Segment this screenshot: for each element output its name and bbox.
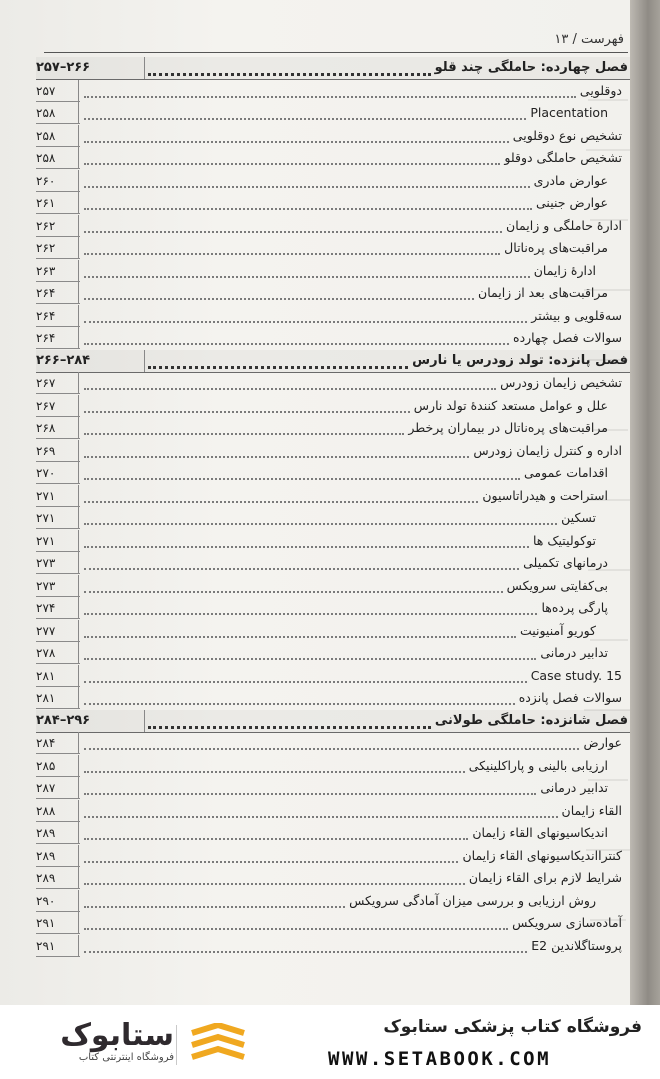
toc-entry-title: توکولیتیک ها — [532, 532, 596, 548]
toc-entry-row — [36, 912, 630, 934]
toc-leader-dots — [84, 478, 520, 480]
toc-page-number: ۲۸۷ — [36, 781, 56, 795]
page-column-divider — [78, 687, 79, 709]
toc-leader-dots — [84, 703, 515, 705]
toc-entry-row — [36, 215, 630, 237]
toc-entry-row — [36, 800, 630, 822]
toc-page-number: ۲۷۷ — [36, 623, 56, 638]
toc-entry-title: Placentation — [530, 105, 608, 120]
toc-page-number: ۲۵۸ — [36, 128, 56, 143]
page-column-divider — [78, 147, 79, 169]
toc-leader-dots — [84, 118, 526, 120]
toc-page-number: ۲۷۰ — [36, 466, 56, 480]
page-column-divider — [78, 867, 79, 889]
toc-page-number: ۲۶۸ — [36, 421, 56, 435]
toc-entry-title: Case study. 15 — [530, 667, 622, 683]
page-column-divider — [78, 485, 79, 507]
toc-page-number: ۲۶۷ — [36, 398, 56, 413]
toc-leader-dots — [84, 793, 536, 795]
toc-entry-title: علل و عوامل مستعد کنندهٔ تولد نارس — [413, 397, 608, 413]
toc-entry-row — [36, 125, 630, 147]
toc-entry-row — [36, 147, 630, 169]
toc-entry-title: سوالات فصل چهارده — [513, 330, 622, 345]
toc-leader-dots — [84, 456, 469, 458]
page-column-divider — [78, 507, 79, 529]
toc-entry-title: مراقبت‌های پره‌ناتال — [504, 240, 608, 255]
book-stack-logo-icon — [188, 1023, 248, 1067]
toc-leader-dots — [84, 186, 530, 188]
toc-page-number: ۲۹۰ — [36, 893, 56, 908]
page-column-divider — [78, 305, 79, 327]
toc-leader-dots — [84, 928, 508, 930]
toc-entry-row — [36, 575, 630, 597]
toc-page-number: ۲۶۴ — [36, 286, 56, 300]
toc-page-number: ۲۶۴ — [36, 331, 56, 345]
toc-entry-row — [36, 417, 630, 439]
toc-entry-row — [36, 260, 630, 282]
store-name: فروشگاه کتاب پزشکی ستابوک — [383, 1017, 642, 1037]
toc-page-number: ۲۶۹ — [36, 443, 56, 458]
toc-entry-title: عوارض مادری — [533, 172, 608, 188]
toc-entry-row — [36, 192, 630, 214]
toc-entry-title: تدابیر درمانی — [540, 645, 608, 660]
toc-leader-dots — [84, 613, 537, 615]
toc-leader-dots — [84, 141, 509, 143]
toc-entry-row — [36, 620, 630, 642]
toc-entry-title: تسکین — [561, 510, 596, 525]
toc-leader-dots — [84, 501, 478, 503]
toc-page-number: ۲۸۸ — [36, 803, 56, 818]
toc-entry-title: کوریو آمنیونیت — [519, 622, 596, 638]
logo-divider — [176, 1025, 177, 1065]
toc-page-number: ۲۹۶–۲۸۴ — [36, 712, 91, 728]
toc-chapter-row — [36, 710, 630, 733]
page-column-divider — [78, 732, 79, 754]
toc-entry-title: روش ارزیابی و بررسی میزان آمادگی سرویکس — [349, 892, 596, 908]
toc-entry-row — [36, 372, 630, 394]
toc-page-number: ۲۸۱ — [36, 668, 56, 683]
page-column-divider — [78, 372, 79, 394]
toc-entry-row — [36, 867, 630, 889]
toc-entry-title: تشخیص حاملگی دوقلو — [504, 150, 622, 165]
toc-entry-title: اداره و کنترل زایمان زودرس — [473, 442, 622, 458]
page-column-divider — [78, 620, 79, 642]
page-column-divider — [78, 665, 79, 687]
page-column-divider — [78, 822, 79, 844]
page-column-divider — [78, 282, 79, 304]
toc-entry-row — [36, 237, 630, 259]
toc-page-number: ۲۸۵ — [36, 758, 56, 773]
running-title: فهرست / ۱۳ — [554, 32, 624, 47]
toc-leader-dots — [84, 433, 404, 435]
toc-leader-dots — [84, 253, 500, 255]
toc-leader-dots — [84, 411, 410, 413]
toc-entry-title: سه‌قلویی و بیشتر — [531, 307, 622, 323]
toc-leader-dots — [84, 568, 519, 570]
toc-page-number: ۲۷۸ — [36, 646, 56, 660]
toc-entry-row — [36, 822, 630, 844]
toc-page-number: ۲۶۱ — [36, 196, 56, 210]
page-column-divider — [78, 395, 79, 417]
toc-page-number: ۲۶۷ — [36, 376, 56, 390]
toc-entry-row — [36, 485, 630, 507]
toc-leader-dots — [84, 951, 527, 953]
row-rule — [36, 956, 80, 957]
toc-leader-dots — [84, 771, 465, 773]
toc-page-number: ۲۷۱ — [36, 533, 56, 548]
toc-entry-title: ادارهٔ زایمان — [533, 262, 596, 278]
toc-leader-dots — [148, 366, 408, 369]
page-column-divider — [78, 597, 79, 619]
toc-page-number: ۲۶۴ — [36, 308, 56, 323]
bleed-through-texture — [578, 60, 630, 990]
toc-entry-title: پارگی پرده‌ها — [541, 600, 608, 615]
toc-leader-dots — [84, 636, 516, 638]
toc-entry-row — [36, 170, 630, 192]
toc-page-number: ۲۹۱ — [36, 916, 56, 930]
toc-entry-title: شرایط لازم برای القاء زایمان — [468, 870, 622, 885]
toc-page-number: ۲۹۱ — [36, 938, 56, 953]
page-column-divider — [144, 57, 145, 79]
toc-leader-dots — [148, 73, 431, 76]
toc-entry-title: تشخیص زایمان زودرس — [500, 375, 622, 390]
logo-tagline: فروشگاه اینترنتی کتاب — [78, 1052, 174, 1063]
toc-page-number: ۲۵۷ — [36, 83, 56, 98]
page-column-divider — [78, 845, 79, 867]
toc-entry-row — [36, 935, 630, 957]
toc-page-number: ۲۵۸ — [36, 106, 56, 120]
store-logo-text — [28, 1018, 174, 1070]
store-footer — [0, 1005, 660, 1079]
toc-leader-dots — [84, 523, 557, 525]
toc-leader-dots — [84, 321, 527, 323]
book-spine-edge — [630, 0, 660, 1005]
toc-chapter-title: فصل شانزده: حاملگی طولانی — [434, 712, 628, 728]
toc-entry-row — [36, 440, 630, 462]
toc-entry-title: اقدامات عمومی — [524, 465, 608, 480]
toc-entry-row — [36, 890, 630, 912]
toc-page-number: ۲۷۱ — [36, 488, 56, 503]
toc-page-number: ۲۶۳ — [36, 263, 56, 278]
toc-chapter-row — [36, 350, 630, 373]
page-column-divider — [78, 80, 79, 102]
toc-entry-row — [36, 507, 630, 529]
toc-page-number: ۲۷۳ — [36, 578, 56, 593]
page-column-divider — [78, 935, 79, 957]
toc-page-number: ۲۸۱ — [36, 691, 56, 705]
page-column-divider — [78, 417, 79, 439]
toc-entry-row — [36, 80, 630, 102]
page-column-divider — [78, 642, 79, 664]
toc-entry-row — [36, 552, 630, 574]
page-column-divider — [78, 170, 79, 192]
running-header — [46, 28, 628, 50]
page-column-divider — [78, 552, 79, 574]
toc-entry-title: پروستاگلاندین E2 — [531, 937, 622, 953]
page-column-divider — [78, 800, 79, 822]
toc-chapter-row — [36, 57, 630, 80]
toc-leader-dots — [84, 231, 502, 233]
toc-entry-title: اندیکاسیونهای القاء زایمان — [472, 825, 608, 840]
header-rule — [44, 52, 628, 53]
table-of-contents — [36, 57, 630, 992]
toc-leader-dots — [84, 906, 345, 908]
toc-entry-row — [36, 462, 630, 484]
page-column-divider — [78, 215, 79, 237]
toc-entry-title: تدابیر درمانی — [540, 780, 608, 795]
toc-leader-dots — [84, 163, 500, 165]
toc-leader-dots — [84, 883, 465, 885]
toc-page-number: ۲۸۹ — [36, 826, 56, 840]
toc-entry-row — [36, 755, 630, 777]
page-column-divider — [78, 102, 79, 124]
toc-entry-title: القاء زایمان — [561, 802, 622, 818]
toc-leader-dots — [84, 208, 532, 210]
toc-entry-row — [36, 597, 630, 619]
toc-entry-title: ارزیابی بالینی و پاراکلینیکی — [468, 757, 608, 773]
toc-page-number: ۲۶۲ — [36, 241, 56, 255]
toc-page-number: ۲۷۱ — [36, 511, 56, 525]
toc-leader-dots — [84, 298, 474, 300]
toc-chapter-title: فصل چهارده: حاملگی چند قلو — [434, 60, 628, 75]
page-column-divider — [78, 440, 79, 462]
page-column-divider — [144, 710, 145, 732]
page-column-divider — [78, 260, 79, 282]
page-column-divider — [78, 890, 79, 912]
toc-page-number: ۲۸۹ — [36, 848, 56, 863]
toc-page-number: ۲۷۴ — [36, 601, 56, 615]
toc-entry-title: تشخیص نوع دوقلویی — [512, 127, 622, 143]
toc-leader-dots — [84, 276, 530, 278]
toc-leader-dots — [84, 591, 503, 593]
logo-brand-name: ستابوک — [60, 1018, 174, 1053]
toc-entry-row — [36, 687, 630, 709]
toc-entry-row — [36, 395, 630, 417]
toc-leader-dots — [84, 681, 527, 683]
toc-leader-dots — [84, 658, 536, 660]
toc-page-number: ۲۶۰ — [36, 173, 56, 188]
toc-entry-row — [36, 282, 630, 304]
page-column-divider — [78, 125, 79, 147]
toc-leader-dots — [84, 748, 579, 750]
toc-page-number: ۲۸۴ — [36, 736, 56, 750]
page-column-divider — [78, 777, 79, 799]
toc-entry-row — [36, 845, 630, 867]
toc-entry-row — [36, 305, 630, 327]
toc-page-number: ۲۶۶–۲۵۷ — [36, 60, 91, 75]
toc-leader-dots — [84, 546, 529, 548]
toc-page-number: ۲۵۸ — [36, 151, 56, 165]
toc-entry-title: دوقلویی — [579, 82, 622, 98]
page-column-divider — [78, 327, 79, 349]
page-column-divider — [78, 237, 79, 259]
toc-entry-row — [36, 665, 630, 687]
toc-entry-title: مراقبت‌های بعد از زایمان — [478, 285, 608, 300]
page-column-divider — [78, 755, 79, 777]
toc-entry-row — [36, 102, 630, 124]
toc-entry-title: بی‌کفایتی سرویکس — [506, 577, 608, 593]
page-column-divider — [78, 192, 79, 214]
page-column-divider — [78, 462, 79, 484]
toc-entry-row — [36, 642, 630, 664]
toc-page-number: ۲۸۹ — [36, 871, 56, 885]
toc-page-number: ۲۸۴–۲۶۶ — [36, 352, 91, 368]
store-url-link[interactable]: WWW.SETABOOK.COM — [328, 1048, 552, 1070]
toc-entry-title: عوارض جنینی — [536, 195, 608, 210]
page-column-divider — [78, 912, 79, 934]
toc-leader-dots — [84, 388, 496, 390]
page-column-divider — [144, 350, 145, 372]
toc-entry-title: کنترااندیکاسیونهای القاء زایمان — [462, 847, 622, 863]
toc-entry-row — [36, 530, 630, 552]
toc-chapter-title: فصل پانزده: تولد زودرس یا نارس — [412, 352, 628, 368]
toc-page-number: ۲۶۲ — [36, 218, 56, 233]
toc-entry-row — [36, 327, 630, 349]
toc-entry-title: آماده‌سازی سرویکس — [512, 915, 622, 930]
toc-leader-dots — [84, 838, 468, 840]
toc-entry-row — [36, 777, 630, 799]
page-column-divider — [78, 575, 79, 597]
toc-leader-dots — [148, 726, 431, 729]
toc-entry-title: درمانهای تکمیلی — [523, 555, 608, 570]
toc-entry-row — [36, 732, 630, 754]
toc-leader-dots — [84, 816, 558, 818]
toc-page-number: ۲۷۳ — [36, 556, 56, 570]
toc-entry-title: سوالات فصل پانزده — [518, 690, 622, 705]
toc-entry-title: مراقبت‌های پره‌ناتال در بیماران پرخطر — [408, 420, 608, 435]
page-column-divider — [78, 530, 79, 552]
toc-leader-dots — [84, 861, 458, 863]
toc-leader-dots — [84, 343, 509, 345]
toc-entry-title: ادارهٔ حاملگی و زایمان — [506, 217, 622, 233]
toc-entry-title: استراحت و هیدراتاسیون — [482, 487, 608, 503]
toc-entry-title: عوارض — [583, 735, 622, 750]
toc-leader-dots — [84, 96, 576, 98]
